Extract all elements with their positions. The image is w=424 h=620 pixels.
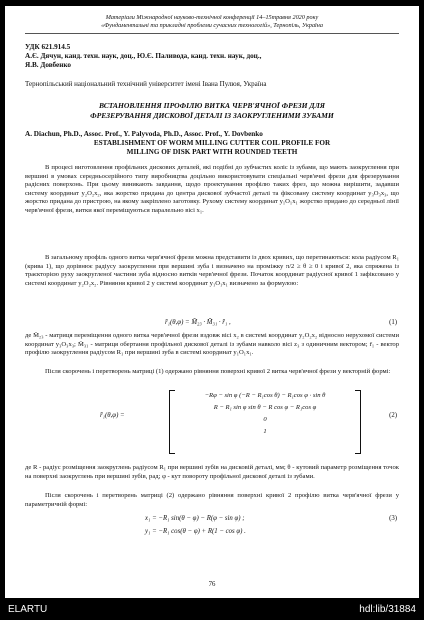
paragraph-4: Після скорочень і перетворень матриці (1) одержано рівняння поверхні кривої 2 витка черв'ячної фрези у векторній формі: <box>45 368 391 375</box>
paragraph-1: В процесі виготовлення профільних дискових деталей, які подібні до зубчастих коліс із зубами, що мають заокруглення при вершині в умовах середньосерійного типу виробництва доцільно використовувати спеціальні черв'ячні фрези для фрезерування радісних поверхонь. При цьому виникають завдання, щодо проектування профілю таких фрез, що можна вирішити, задавши систему координат y₂O₂x₂, яка жорстко придана до центра дискової зубчастої деталі та фіксовану систему координат y₃O₃x₃, що жорстко придана до пристрою, на якому закріплено заготовку. Рухому систему координат y₁O₁x₁ жорстко придано до середньої лінії черв'ячної фрези, витки якої переміщуються паралельно вісі x₁. <box>25 164 399 214</box>
matrix-row-1: −Rφ − sin φ (−R − R₁cos θ) − R₁cos φ · sin θ <box>204 392 326 399</box>
equation-2-number: (2) <box>389 412 397 419</box>
header-line-1: Матеріали Міжнародної науково-технічної конференції 14–15травня 2020 року <box>105 14 319 21</box>
title-en <box>25 139 399 157</box>
equation-1: r̄₁(θ,φ) = M̄₂₃ · M̄₃₁ · r̄₁ , <box>165 319 231 326</box>
authors-en: A. Diachun, Ph.D., Assoc. Prof., Y. Palyvoda, Ph.D., Assoc. Prof., Y. Dovbenko <box>25 130 263 138</box>
paper-page <box>5 6 419 598</box>
authors-ua-line-1: А.Є. Дячун, канд. техн. наук, доц., Ю.Є. Паливода, канд. техн. наук, доц., <box>25 52 262 60</box>
paragraph-3: де M̄₂₃ - матриця переміщення одного витка черв'ячної фрези вздовж вісі x₂ в системі координат y₂O₂x₂ відносно нерухомої системи координат y₃O₃x₃; M̄₃₁ - матриця обертання профільної дискової деталі із зубами навколо вісі z₃ з одиничним вектором; r̄₁ - вектор профілю заокруглення радіусом R₁ при вершині зуба в системі координат y₁O₁x₁. <box>25 332 399 357</box>
equation-3-number: (3) <box>389 515 397 522</box>
header-line-2: «Фундаментальні та прикладні проблеми сучасних технологій», Тернопіль, Україна <box>101 22 323 29</box>
udk-code: УДК 621.914.5 <box>25 43 71 51</box>
footer-repository-name: ELARTU <box>8 604 48 615</box>
equation-1-number: (1) <box>389 319 397 326</box>
matrix-left-bracket <box>169 390 175 454</box>
equation-2-lhs: r̄₁(θ,φ) = <box>100 412 125 419</box>
footer-handle: hdl:lib/31884 <box>359 604 416 615</box>
matrix-right-bracket <box>355 390 361 454</box>
institution: Тернопільський національний технічний університет імені Івана Пулюя, Україна <box>25 80 267 88</box>
authors-ua-line-2: Я.В. Довбенко <box>25 61 71 69</box>
title-en-line-2: MILLING OF DISK PART WITH ROUNDED TEETH <box>126 148 298 156</box>
equation-2-matrix <box>175 390 355 452</box>
paragraph-2: В загальному профіль одного витка черв'ячної фрези можна представити із двох кривих, що перетинаються: кола радіусом R₁ (крива 1), що дорівнює радіусу заокруглення при вершині зуба і визначено на проміжку π/2 ≥ θ ≥ 0 і кривої 2, яка спряжена із траєкторією руху заокругленої частини зуба відносно витків черв'ячної фрези. Початок координат радіусної кривої 1 зафіксовано у системі координат y₂O₂x₂. Рівняння кривої 2 у системі координат y₁O₁x₁ визначено за формулою: <box>25 254 399 287</box>
matrix-row-4: 1 <box>263 428 267 435</box>
equation-3-line-1: x₁ = −R₁ sin(θ − φ) − R(φ − sin φ) ; <box>145 515 245 522</box>
authors-ua <box>25 52 395 70</box>
title-en-line-1: ESTABLISHMENT OF WORM MILLING CUTTER COIL PROFILE FOR <box>93 139 331 147</box>
header-rule <box>25 33 399 34</box>
page-number: 76 <box>208 581 216 588</box>
paragraph-6: Після скорочень і перетворень матриці (2) одержано рівняння поверхні кривої 2 профілю витка черв'ячної фрези у параметричній формі: <box>25 492 399 508</box>
paragraph-5: де R - радіус розміщення заокруглень радіусом R₁ при вершині зубів на дисковій деталі, мм; θ - кутовий параметр розміщення точок на поверхні заокруглень при вершині зубів, рад; φ - кут повороту профільної дискової деталі із зубами. <box>25 464 399 480</box>
matrix-row-2: R − R₁ sin φ sin θ − R cos φ − R₁cos φ <box>213 404 317 411</box>
title-ua <box>25 101 399 120</box>
title-ua-line-1: ВСТАНОВЛЕННЯ ПРОФІЛЮ ВИТКА ЧЕРВ'ЯЧНОЇ ФРЕЗИ ДЛЯ <box>98 101 326 110</box>
equation-3-line-2: y₁ = −R₁ cos(θ − φ) + R(1 − cos φ) . <box>145 528 246 535</box>
title-ua-line-2: ФРЕЗЕРУВАННЯ ДИСКОВОЇ ДЕТАЛІ ІЗ ЗАОКРУГЛЕНИМИ ЗУБАМИ <box>90 110 334 120</box>
matrix-row-3: 0 <box>263 416 267 423</box>
conference-header <box>5 14 419 30</box>
